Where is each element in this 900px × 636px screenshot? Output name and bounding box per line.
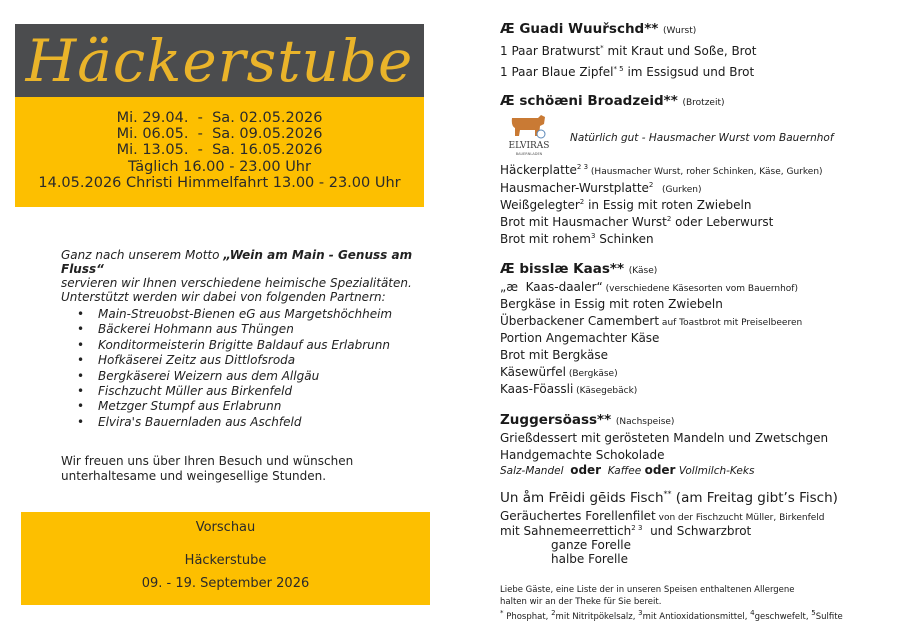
list-item xyxy=(77,399,392,414)
allergen-note: Liebe Gäste, eine Liste der in unseren Speisen enthaltenen Allergene xyxy=(500,585,795,595)
logo-text: ELVIRAS xyxy=(508,141,550,151)
item-text: Brot mit rohem xyxy=(500,232,591,246)
legend-mark: 4 xyxy=(750,609,755,618)
item-text: Geräuchertes Forellenfilet xyxy=(500,509,656,523)
bullet-icon: • xyxy=(77,368,85,383)
closing-line: unterhaltesame und weingesellige Stunden. xyxy=(61,469,327,483)
closing-line: Wir freuen uns über Ihren Besuch und wünschen xyxy=(61,454,354,468)
section-mark: ** xyxy=(663,489,672,499)
menu-item xyxy=(500,181,702,195)
intro-line: servieren wir Ihnen verschiedene heimische Spezialitäten. xyxy=(61,276,412,290)
legend-mark: * xyxy=(500,609,504,618)
allergen-mark: 2 xyxy=(579,198,585,206)
allergen-legend xyxy=(500,609,843,623)
elviras-logo xyxy=(508,112,550,158)
item-note: (Hausmacher Wurst, roher Schinken, Käse, Gurken) xyxy=(588,167,823,177)
item-text: im Essigsud und Brot xyxy=(623,65,755,79)
menu-item xyxy=(500,365,618,379)
allergen-mark: 2 3 xyxy=(631,524,643,532)
flavor: Salz-Mandel xyxy=(500,465,564,477)
bullet-icon: • xyxy=(77,399,85,414)
section-note: (Käse) xyxy=(628,266,658,276)
menu-option: ganze Forelle xyxy=(551,538,631,552)
logo-subtext: BAUERNLADEN xyxy=(515,152,543,156)
flavor-options xyxy=(500,463,754,477)
section-heading-fisch xyxy=(500,490,838,506)
date-range: Mi. 29.04. - Sa. 02.05.2026 xyxy=(116,110,323,126)
bullet-icon: • xyxy=(77,353,85,368)
menu-item xyxy=(500,382,637,396)
item-text: Hausmacher-Wurstplatte xyxy=(500,181,649,195)
item-text: Schinken xyxy=(595,232,654,246)
menu-item xyxy=(500,232,654,246)
section-note: (Nachspeise) xyxy=(615,417,675,427)
section-note: (Wurst) xyxy=(663,26,697,36)
section-heading-dessert xyxy=(500,412,674,428)
item-note: (Gurken) xyxy=(653,185,702,195)
item-text: Brot mit Bergkäse xyxy=(500,348,608,362)
bullet-icon: • xyxy=(77,337,85,352)
opening-hours: Täglich 16.00 - 23.00 Uhr xyxy=(128,158,311,175)
legend-text: mit Nitritpökelsalz, xyxy=(555,612,639,622)
item-text: oder Leberwurst xyxy=(671,215,774,229)
menu-item xyxy=(500,215,773,229)
item-text: 1 Paar Blaue Zipfel xyxy=(500,65,614,79)
menu-item xyxy=(500,348,608,362)
menu-item xyxy=(500,331,659,345)
allergen-mark: 2 3 xyxy=(576,163,589,171)
banner-title-bar xyxy=(15,24,424,97)
partner-name: Metzger Stumpf aus Erlabrunn xyxy=(98,399,282,414)
flavor: Vollmilch-Keks xyxy=(678,465,755,477)
page-title: Häckerstube xyxy=(25,27,414,95)
menu-item xyxy=(500,44,756,58)
item-text: „æ Kaas-daaler“ xyxy=(500,280,603,294)
flavor: Kaffee xyxy=(607,465,642,477)
section-note: (Brotzeit) xyxy=(682,98,725,108)
partner-name: Main-Streuobst-Bienen eG aus Margetshöchheim xyxy=(98,307,393,321)
menu-item xyxy=(500,509,825,523)
item-note: (verschiedene Käsesorten vom Bauernhof) xyxy=(602,284,798,294)
preview-dates: 09. - 19. September 2026 xyxy=(141,576,310,591)
menu-item xyxy=(500,524,751,538)
menu-item xyxy=(500,65,754,79)
preview-label: Vorschau xyxy=(195,520,256,535)
legend-text: mit Antioxidationsmittel, xyxy=(642,612,751,622)
preview-box xyxy=(21,512,430,605)
legend-mark: 2 xyxy=(551,609,556,618)
legend-mark: 3 xyxy=(638,609,643,618)
section-title: Un åm Frēidi gēids Fisch xyxy=(500,490,664,506)
menu-item: Grießdessert mit gerösteten Mandeln und Zwetschgen xyxy=(500,431,829,445)
bullet-icon: • xyxy=(77,414,85,429)
section-heading-wurst xyxy=(500,21,696,37)
item-text: mit Kraut und Soße, Brot xyxy=(603,44,757,58)
section-heading-brotzeit xyxy=(500,93,725,109)
allergen-mark: 2 xyxy=(666,215,672,223)
item-text: Kaas-Föassli xyxy=(500,382,574,396)
menu-item xyxy=(500,198,751,212)
section-title: Æ bisslæ Kaas** xyxy=(500,261,625,277)
header-banner xyxy=(15,24,424,207)
legend-text: geschwefelt, xyxy=(754,612,812,622)
list-item xyxy=(77,353,392,368)
allergen-mark: 3 xyxy=(591,232,596,240)
section-title: Æ Guadi Wuuřschd** xyxy=(500,21,659,37)
conjunction: oder xyxy=(644,463,676,477)
item-text: Bergkäse in Essig mit roten Zwiebeln xyxy=(500,297,723,311)
allergen-mark: * 5 xyxy=(613,65,624,73)
item-text: und Schwarzbrot xyxy=(642,524,752,538)
list-item xyxy=(77,384,392,399)
item-text: Portion Angemachter Käse xyxy=(500,331,660,345)
allergen-mark: 2 xyxy=(648,181,654,189)
intro-line: Unterstützt werden wir dabei von folgenden Partnern: xyxy=(61,290,386,304)
intro-line: Ganz nach unserem Motto xyxy=(61,248,224,262)
item-text: Häckerplatte xyxy=(500,163,577,177)
item-text: Käsewürfel xyxy=(500,365,566,379)
item-note: auf Toastbrot mit Preiselbeeren xyxy=(659,318,803,328)
closing-text xyxy=(61,454,391,484)
item-text: 1 Paar Bratwurst xyxy=(500,44,601,58)
bullet-icon: • xyxy=(77,307,85,321)
date-range: Mi. 13.05. - Sa. 16.05.2026 xyxy=(116,142,323,159)
intro-text xyxy=(61,248,421,304)
section-subtitle: (am Freitag gibt’s Fisch) xyxy=(671,490,838,506)
menu-item xyxy=(500,297,723,311)
partner-name: Hofkäserei Zeitz aus Dittlofsroda xyxy=(98,353,296,368)
item-text: Überbackener Camembert xyxy=(500,314,660,328)
preview-name: Häckerstube xyxy=(184,553,267,568)
list-item xyxy=(77,369,392,384)
logo-tagline: Natürlich gut - Hausmacher Wurst vom Bauernhof xyxy=(570,132,834,144)
date-range: Mi. 06.05. - Sa. 09.05.2026 xyxy=(116,126,323,143)
partner-name: Bäckerei Hohmann aus Thüngen xyxy=(98,322,294,337)
holiday-hours: 14.05.2026 Christi Himmelfahrt 13.00 - 23.00 Uhr xyxy=(38,174,401,191)
milk-icon xyxy=(537,130,545,138)
menu-item: Handgemachte Schokolade xyxy=(500,448,665,462)
menu-item xyxy=(500,314,802,328)
legend-text: Sulfite xyxy=(815,612,843,622)
item-text: Brot mit Hausmacher Wurst xyxy=(500,215,667,229)
menu-item xyxy=(500,280,798,294)
bullet-icon: • xyxy=(77,322,85,337)
item-note: von der Fischzucht Müller, Birkenfeld xyxy=(655,513,825,523)
item-text: Weißgelegter xyxy=(500,198,580,212)
item-note: (Bergkäse) xyxy=(565,369,618,379)
allergen-mark: * xyxy=(600,44,604,52)
partner-name: Fischzucht Müller aus Birkenfeld xyxy=(98,384,293,399)
list-item xyxy=(77,415,392,430)
list-item xyxy=(77,307,392,322)
partner-name: Bergkäserei Weizern aus dem Allgäu xyxy=(98,368,320,383)
menu-item xyxy=(500,163,823,177)
allergen-note: halten wir an der Theke für Sie bereit. xyxy=(500,597,662,607)
menu-option: halbe Forelle xyxy=(551,552,629,566)
item-text: in Essig mit roten Zwiebeln xyxy=(584,198,752,212)
partner-name: Elvira's Bauernladen aus Aschfeld xyxy=(98,414,302,429)
motto: „Wein am Main - Genuss am Fluss“ xyxy=(61,248,413,276)
partner-list xyxy=(77,307,392,430)
item-note: (Käsegebäck) xyxy=(573,386,638,396)
item-text: mit Sahnemeerrettich xyxy=(500,524,632,538)
section-title: Zuggersöass** xyxy=(500,412,612,428)
conjunction: oder xyxy=(570,463,602,477)
list-item xyxy=(77,322,392,337)
opening-dates xyxy=(15,97,424,207)
legend-mark: 5 xyxy=(811,609,816,618)
bullet-icon: • xyxy=(77,384,85,399)
list-item xyxy=(77,338,392,353)
section-heading-kaese xyxy=(500,261,657,277)
section-title: Æ schöæni Broadzeid** xyxy=(500,93,678,109)
legend-text: Phosphat, xyxy=(503,612,552,622)
partner-name: Konditormeisterin Brigitte Baldauf aus Erlabrunn xyxy=(98,337,390,352)
